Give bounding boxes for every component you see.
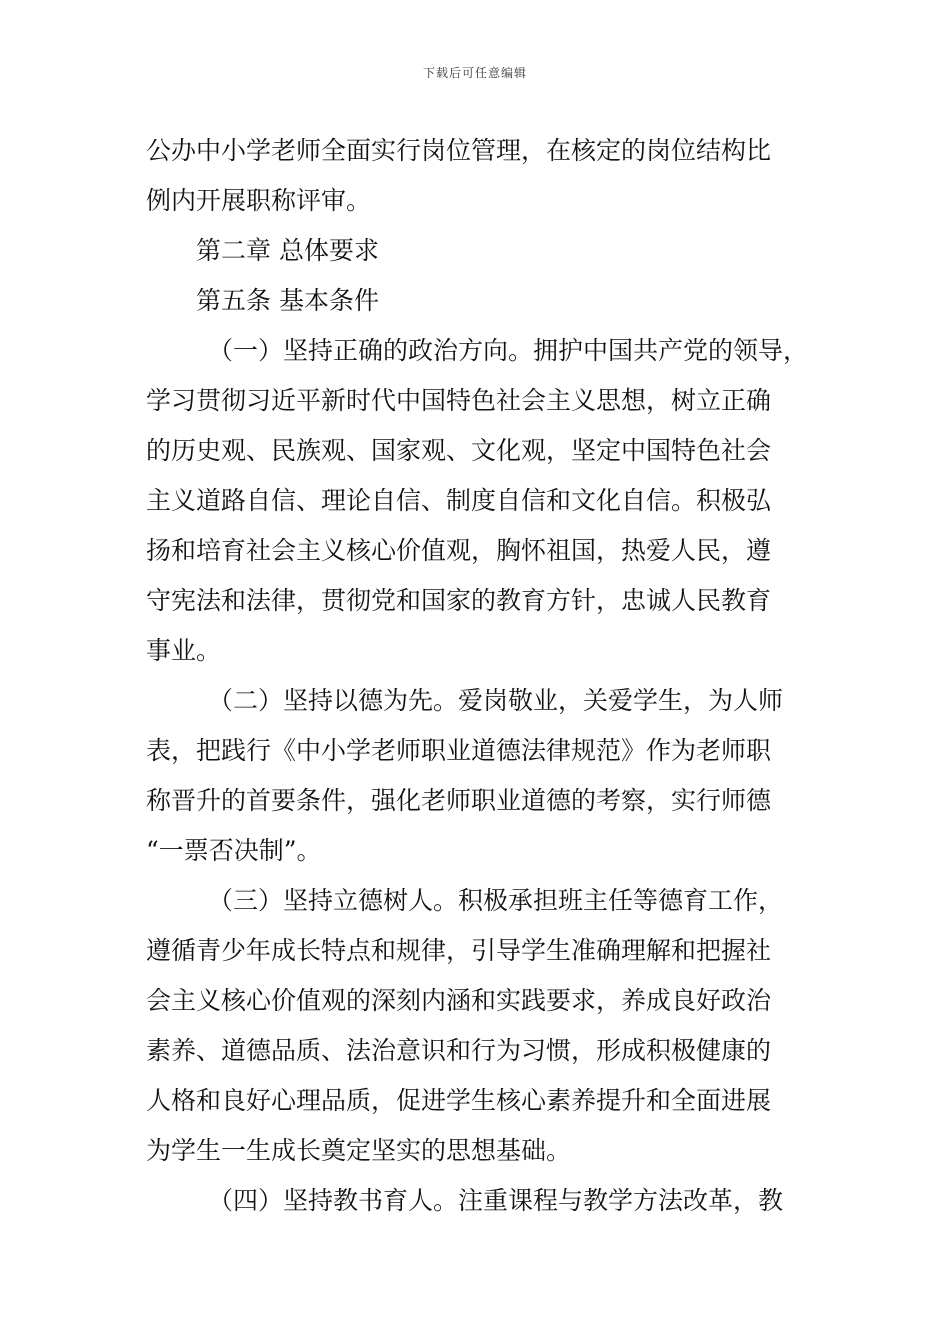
page-header: 下载后可任意编辑 bbox=[422, 66, 527, 80]
document-body bbox=[146, 126, 808, 1226]
text-line: “一票否决制”。 bbox=[146, 836, 322, 865]
text-line: 的历史观、民族观、国家观、文化观，坚定中国特色社会 bbox=[146, 436, 772, 465]
text-line: 为学生一生成长奠定坚实的思想基础。 bbox=[146, 1136, 572, 1165]
text-line: （一）坚持正确的政治方向。拥护中国共产党的领导， bbox=[208, 336, 808, 365]
text-line: （二）坚持以德为先。爱岗敬业，关爱学生，为人师 bbox=[208, 686, 784, 715]
text-line: 人格和良好心理品质，促进学生核心素养提升和全面进展 bbox=[146, 1086, 772, 1115]
text-line: 素养、道德品质、法治意识和行为习惯，形成积极健康的 bbox=[146, 1036, 772, 1065]
text-line: 会主义核心价值观的深刻内涵和实践要求，养成良好政治 bbox=[146, 986, 772, 1015]
text-line: 称晋升的首要条件，强化老师职业道德的考察，实行师德 bbox=[146, 786, 772, 815]
text-line: 守宪法和法律，贯彻党和国家的教育方针，忠诚人民教育 bbox=[146, 586, 772, 615]
chapter-heading: 第二章 总体要求 bbox=[196, 236, 379, 265]
text-line: 遵循青少年成长特点和规律，引导学生准确理解和把握社 bbox=[146, 936, 772, 965]
text-line: 学习贯彻习近平新时代中国特色社会主义思想，树立正确 bbox=[146, 386, 772, 415]
text-line: 公办中小学老师全面实行岗位管理，在核定的岗位结构比 bbox=[146, 136, 772, 165]
text-line: （三）坚持立德树人。积极承担班主任等德育工作， bbox=[208, 886, 784, 915]
text-line: 表，把践行《中小学老师职业道德法律规范》作为老师职 bbox=[146, 736, 772, 765]
text-line: 事业。 bbox=[146, 636, 222, 665]
text-line: 扬和培育社会主义核心价值观，胸怀祖国，热爱人民，遵 bbox=[146, 536, 772, 565]
text-line: 主义道路自信、理论自信、制度自信和文化自信。积极弘 bbox=[146, 486, 772, 515]
article-heading: 第五条 基本条件 bbox=[196, 286, 379, 315]
text-line: （四）坚持教书育人。注重课程与教学方法改革，教 bbox=[208, 1186, 784, 1215]
text-line: 例内开展职称评审。 bbox=[146, 186, 372, 215]
